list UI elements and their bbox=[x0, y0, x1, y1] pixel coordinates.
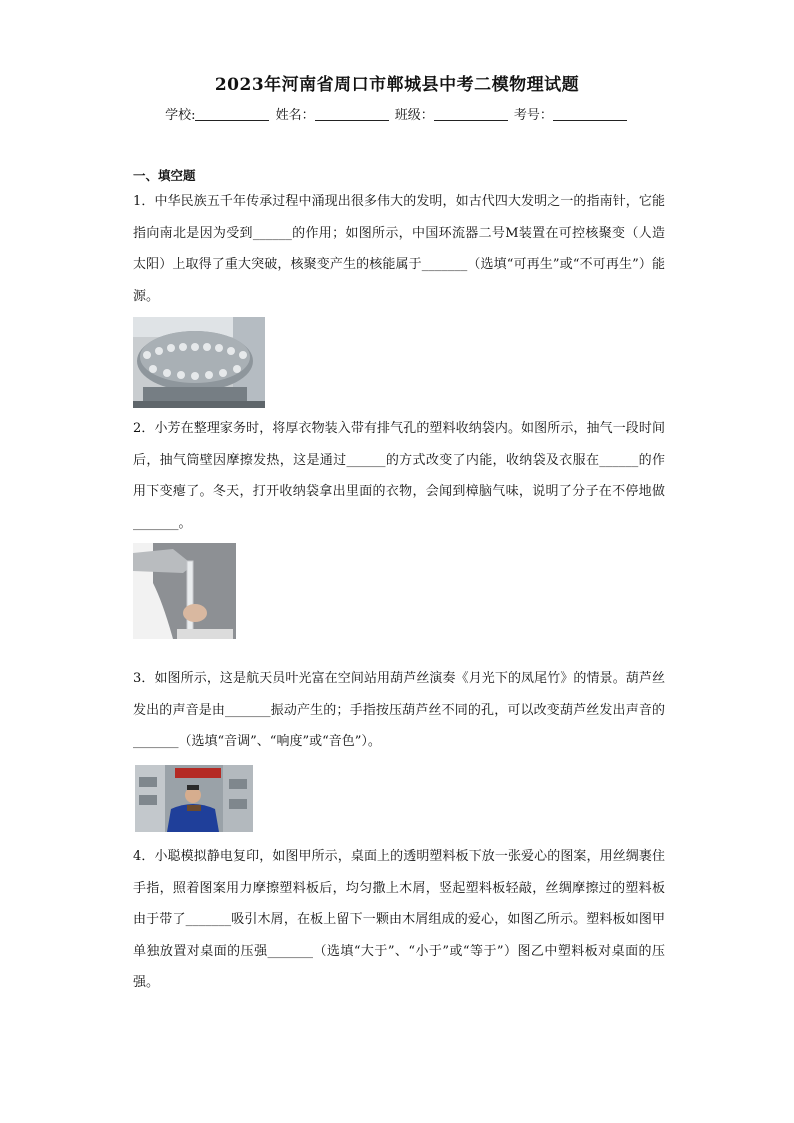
tokamak-photo bbox=[133, 317, 265, 408]
astronaut-photo bbox=[135, 765, 253, 832]
class-label: 班级： bbox=[394, 108, 434, 123]
name-blank[interactable] bbox=[315, 108, 389, 121]
question-4-text: 4．小聪模拟静电复印，如图甲所示，桌面上的透明塑料板下放一张爱心的图案，用丝绸裹住手指，照着图案用力摩擦塑料板后，均匀撒上木屑，竖起塑料板轻敲，丝绸摩擦过的塑料板由于带了_______吸引木屑，在板上留下一颗由木屑组成的爱心，如图乙所示。塑料板如图甲单独放置对桌面的压强_______（选填“大于”、“小于”或“等于”）图乙中塑料板对桌面的压强。 bbox=[133, 849, 665, 990]
question-1-text: 1．中华民族五千年传承过程中涌现出很多伟大的发明，如古代四大发明之一的指南针，它能指向南北是因为受到______的作用；如图所示，中国环流器二号M装置在可控核聚变（人造太阳）上取得了重大突破，核聚变产生的核能属于_______（选填“可再生”或“不可再生”）能源。 bbox=[133, 194, 665, 304]
number-blank[interactable] bbox=[553, 108, 627, 121]
section-heading: 一、填空题 bbox=[133, 168, 196, 183]
school-label: 学校: bbox=[165, 108, 196, 123]
question-4 bbox=[133, 841, 665, 999]
air-pump-photo bbox=[133, 543, 236, 639]
number-label: 考号： bbox=[513, 108, 553, 123]
question-1 bbox=[133, 186, 665, 312]
page-title: 2023年河南省周口市郸城县中考二模物理试题 bbox=[214, 75, 580, 95]
question-2-text: 2．小芳在整理家务时，将厚衣物装入带有排气孔的塑料收纳袋内。如图所示，抽气一段时间后，抽气筒壁因摩擦发热，这是通过______的方式改变了内能，收纳袋及衣服在______的作用下变瘪了。冬天，打开收纳袋拿出里面的衣物，会闻到樟脑气味，说明了分子在不停地做_______。 bbox=[133, 421, 665, 531]
school-blank[interactable] bbox=[195, 108, 269, 121]
question-3-text: 3．如图所示，这是航天员叶光富在空间站用葫芦丝演奏《月光下的凤尾竹》的情景。葫芦丝发出的声音是由_______振动产生的；手指按压葫芦丝不同的孔，可以改变葫芦丝发出声音的_______（选填“音调”、“响度”或“音色”）。 bbox=[133, 671, 665, 749]
class-blank[interactable] bbox=[434, 108, 508, 121]
question-2 bbox=[133, 413, 665, 539]
question-3 bbox=[133, 663, 665, 758]
name-label: 姓名： bbox=[275, 108, 315, 123]
student-info-row bbox=[0, 104, 794, 123]
